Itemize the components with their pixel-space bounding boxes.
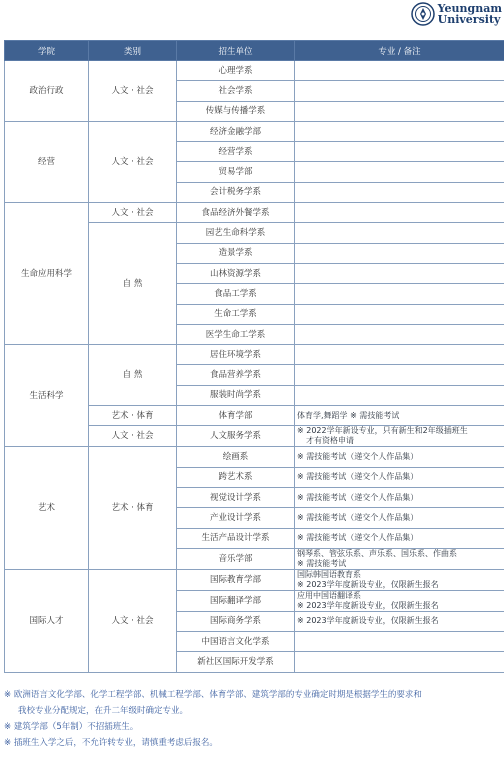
category-cell: 艺术 · 体育 — [89, 447, 177, 569]
college-cell: 生命应用科学 — [5, 203, 89, 345]
unit-cell: 医学生命工学系 — [177, 324, 295, 344]
note-cell — [295, 61, 504, 81]
table-row — [5, 345, 504, 365]
note-cell — [295, 324, 504, 344]
category-cell: 人文 · 社会 — [89, 569, 177, 672]
footnote: ※ 欧洲语言文化学部、化学工程学部、机械工程学部、体育学部、建筑学部的专业确定时期是根据学生的要求和 — [4, 690, 422, 700]
category-cell: 人文 · 社会 — [89, 121, 177, 202]
university-seal-icon — [411, 2, 435, 26]
note-cell — [295, 345, 504, 365]
note-cell: ※ 需技能考试（递交个人作品集） — [295, 487, 504, 507]
category-cell: 人文 · 社会 — [89, 426, 177, 447]
note-cell: ※ 需技能考试（递交个人作品集） — [295, 508, 504, 528]
unit-cell: 生活产品设计学系 — [177, 528, 295, 548]
unit-cell: 产业设计学系 — [177, 508, 295, 528]
category-cell: 自 然 — [89, 345, 177, 406]
unit-cell: 体育学部 — [177, 406, 295, 426]
college-cell: 国际人才 — [5, 569, 89, 672]
table-row — [5, 203, 504, 223]
unit-cell: 新社区国际开发学系 — [177, 652, 295, 672]
unit-cell: 视觉设计学系 — [177, 487, 295, 507]
footnotes — [4, 687, 504, 751]
note-cell — [295, 365, 504, 385]
unit-cell: 园艺生命科学系 — [177, 223, 295, 243]
note-cell — [295, 263, 504, 283]
note-cell — [295, 182, 504, 202]
unit-cell: 食品经济外餐学系 — [177, 203, 295, 223]
unit-cell: 山林资源学系 — [177, 263, 295, 283]
table-header-row — [5, 41, 504, 61]
category-cell: 自 然 — [89, 223, 177, 345]
header-unit: 招生单位 — [177, 41, 295, 61]
note-cell — [295, 101, 504, 121]
category-cell: 人文 · 社会 — [89, 203, 177, 223]
unit-cell: 心理学系 — [177, 61, 295, 81]
logo-wordmark: Yeungnam University — [437, 2, 502, 26]
note-cell: ※ 2023学年度新设专业，仅限新生报名 — [295, 611, 504, 631]
note-cell — [295, 121, 504, 141]
note-cell — [295, 81, 504, 101]
note-cell — [295, 243, 504, 263]
unit-cell: 社会学系 — [177, 81, 295, 101]
note-cell: ※ 需技能考试（递交个人作品集） — [295, 528, 504, 548]
unit-cell: 生命工学系 — [177, 304, 295, 324]
note-cell — [295, 162, 504, 182]
note-cell: ※ 2022学年新设专业，只有新生和2年级插班生 才有资格申请 — [295, 426, 504, 447]
table-row — [5, 569, 504, 590]
footnote: ※ 建筑学部（5年制）不招插班生。 — [4, 722, 139, 732]
unit-cell: 音乐学部 — [177, 548, 295, 569]
college-cell: 经营 — [5, 121, 89, 202]
unit-cell: 国际翻译学部 — [177, 590, 295, 611]
note-cell — [295, 632, 504, 652]
header-college: 学院 — [5, 41, 89, 61]
note-cell: ※ 需技能考试（递交个人作品集） — [295, 447, 504, 467]
college-cell: 政治行政 — [5, 61, 89, 122]
footnote: 我校专业分配规定，在升二年级时确定专业。 — [18, 706, 189, 716]
unit-cell: 跨艺术系 — [177, 467, 295, 487]
note-cell: 应用中国语翻译系 ※ 2023学年度新设专业，仅限新生报名 — [295, 590, 504, 611]
college-cell: 生活科学 — [5, 345, 89, 447]
note-cell — [295, 385, 504, 405]
unit-cell: 中国语言文化学系 — [177, 632, 295, 652]
table-row — [5, 447, 504, 467]
note-cell — [295, 652, 504, 672]
unit-cell: 贸易学部 — [177, 162, 295, 182]
unit-cell: 食品营养学系 — [177, 365, 295, 385]
footnote: ※ 插班生入学之后，不允许转专业，请慎重考虑后报名。 — [4, 738, 218, 748]
note-cell — [295, 142, 504, 162]
table-row — [5, 61, 504, 81]
note-cell: 体育学,舞蹈学 ※ 需技能考试 — [295, 406, 504, 426]
table-row — [5, 121, 504, 141]
category-cell: 人文 · 社会 — [89, 61, 177, 122]
unit-cell: 经营学系 — [177, 142, 295, 162]
note-cell: ※ 需技能考试（递交个人作品集） — [295, 467, 504, 487]
unit-cell: 传媒与传播学系 — [177, 101, 295, 121]
admissions-table — [4, 40, 504, 673]
note-cell — [295, 203, 504, 223]
unit-cell: 人文服务学系 — [177, 426, 295, 447]
unit-cell: 造景学系 — [177, 243, 295, 263]
unit-cell: 绘画系 — [177, 447, 295, 467]
note-cell: 国际韩国语教育系 ※ 2023学年度新设专业，仅限新生报名 — [295, 569, 504, 590]
unit-cell: 服装时尚学系 — [177, 385, 295, 405]
note-cell — [295, 284, 504, 304]
category-cell: 艺术 · 体育 — [89, 406, 177, 426]
note-cell — [295, 223, 504, 243]
note-cell — [295, 304, 504, 324]
note-cell: 钢琴系、管弦乐系、声乐系、国乐系、作曲系 ※ 需技能考试 — [295, 548, 504, 569]
unit-cell: 经济金融学部 — [177, 121, 295, 141]
university-logo — [411, 1, 502, 27]
unit-cell: 会计税务学系 — [177, 182, 295, 202]
unit-cell: 国际教育学部 — [177, 569, 295, 590]
unit-cell: 居住环境学系 — [177, 345, 295, 365]
unit-cell: 国际商务学系 — [177, 611, 295, 631]
college-cell: 艺术 — [5, 447, 89, 569]
header-note: 专业 / 备注 — [295, 41, 504, 61]
unit-cell: 食品工学系 — [177, 284, 295, 304]
header-category: 类别 — [89, 41, 177, 61]
